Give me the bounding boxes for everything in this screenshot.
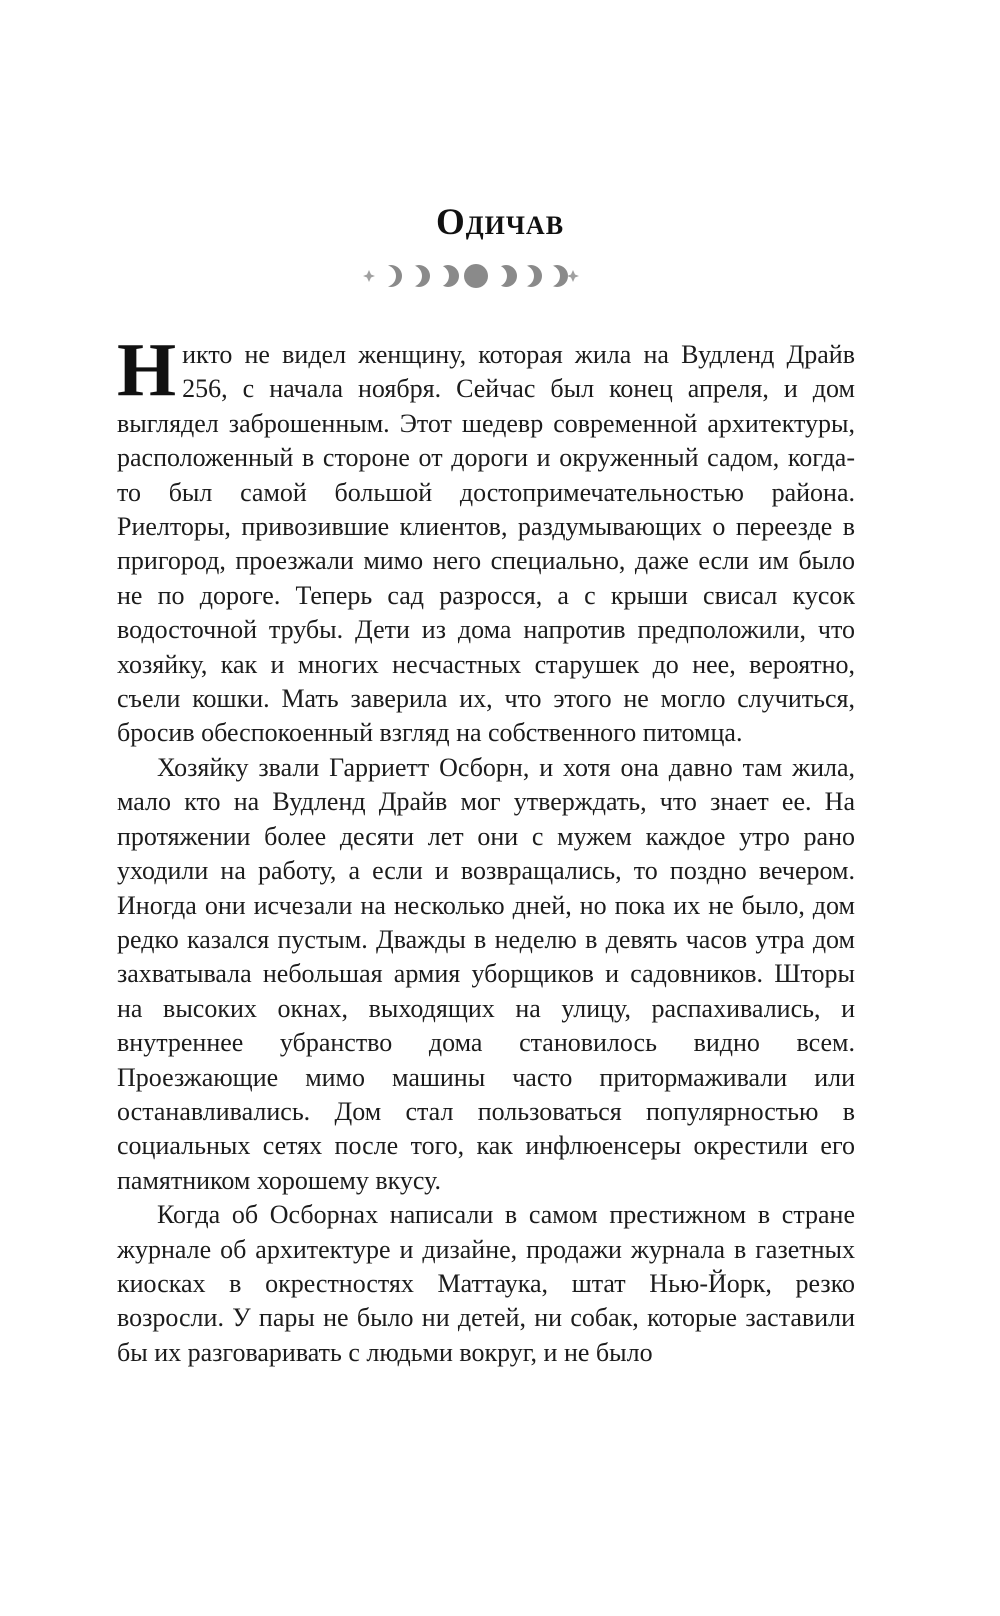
drop-cap: Н <box>117 328 177 412</box>
paragraph-1 <box>117 328 855 751</box>
paragraph-3: Когда об Осборнах написали в самом престижном в стране журнале об архитектуре и дизайне, продажи журнала в газетных киосках в окрестностях Маттаука, штат Нью-Йорк, резко возросли. У пары не было ни детей, ни собак, которые заставили бы их разговаривать с людьми вокруг, и не было <box>117 1200 855 1367</box>
chapter-title: Одичав <box>435 201 565 243</box>
chapter-body <box>117 328 855 1370</box>
moon-gibbous-1-icon <box>437 265 459 287</box>
moon-crescent-1-icon <box>380 265 402 287</box>
moon-gibbous-2-icon <box>495 265 517 287</box>
moon-crescent-3-icon <box>520 265 542 287</box>
paragraph-2: Хозяйку звали Гарриетт Осборн, и хотя она давно там жила, мало кто на Вудленд Драйв мог утверждать, что знает ее. На протяжении более десяти лет они с мужем каждое утро рано уходили на работу, а если и возвращались, то поздно вечером. Иногда они исчезали на несколько дней, но пока их не было, дом редко казался пустым. Дважды в неделю в девять часов утра дом захватывала небольшая армия уборщиков и садовников. Шторы на высоких окнах, выходящих на улицу, распахивались, и внутреннее убранство дома становилось видно всем. Проезжающие мимо машины часто притормаживали или останавливались. Дом стал пользоваться популярностью в социальных сетях после того, как инфлюенсеры окрестили его памятником хорошему вкусу. <box>117 752 855 1195</box>
moon-crescent-2-icon <box>408 265 430 287</box>
moon-crescent-4-icon <box>546 265 568 287</box>
moon-full-icon <box>464 264 488 288</box>
sparkle-right-icon <box>567 270 579 282</box>
paragraph-1-text: икто не видел женщину, которая жила на Вудленд Драйв 256, с начала ноября. Сейчас был конец апреля, и дом выглядел заброшенным. Этот шедевр современной архитектуры, расположенный в стороне от дороги и окруженный садом, когда-то был самой большой достопримечательностью района. Риелторы, привозившие клиентов, раздумывающих о переезде в пригород, проезжали мимо него специально, даже если им было не по дороге. Теперь сад разросся, а с крыши свисал кусок водосточной трубы. Дети из дома напротив предположили, что хозяйку, как и многих несчастных старушек до нее, вероятно, съели кошки. Мать заверила их, что этого не могло случиться, бросив обеспокоенный взгляд на собственного питомца. <box>117 340 855 748</box>
sparkle-left-icon <box>363 270 375 282</box>
moon-phases-ornament <box>355 258 645 294</box>
